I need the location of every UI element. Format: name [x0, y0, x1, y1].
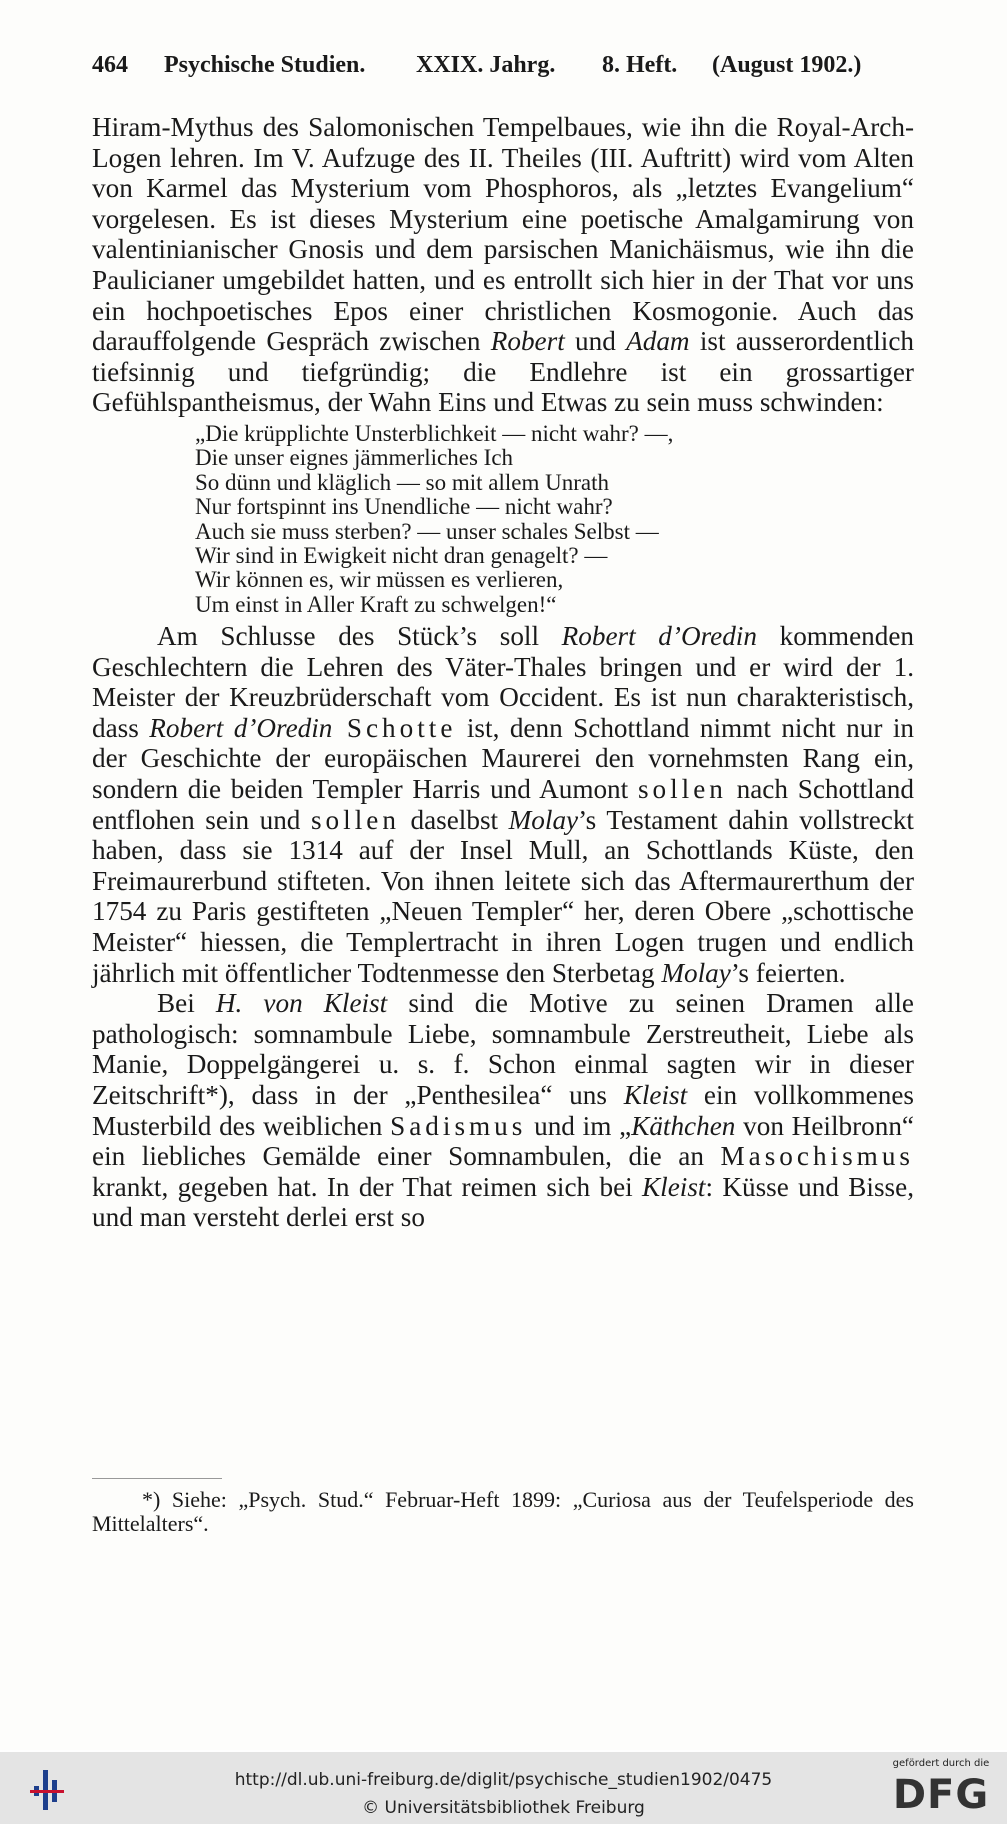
dfg-funding-label: gefördert durch die [892, 1758, 990, 1769]
verse-line: Um einst in Aller Kraft zu schwelgen!“ [195, 591, 557, 617]
issue-label: 8. Heft. [602, 52, 678, 78]
verse-line: Wir sind in Ewigkeit nicht dran genagelt? — [195, 542, 608, 568]
name-kleist: Kleist [623, 1079, 688, 1110]
running-header [92, 52, 914, 92]
emphasis-sollen: sollen [637, 774, 727, 805]
paragraph: Hiram-Mythus des Salomonischen Tempelbaues, wie ihn die Royal-Arch-Logen lehren. Im V. Aufzuge des II. Theiles (III. Auftritt) wird vom Alten von Karmel das Mysterium vom Phosphoros, als „letztes Evangelium“ vorgelesen. Es ist dieses Mysterium eine poetische Amalgamirung von valentinianischer Gnosis und dem parsischen Manichäismus, wie ihn die Paulicianer umgebildet hatten, und es entrollt sich hier in der That vor uns ein hochpoetisches Epos einer christlichen Kosmogonie. Auch das darauffolgende Gespräch zwischen Robert und Adam ist ausserordentlich tiefsinnig und tiefgründig; die Endlehre ist ein grossartiger Gefühlspantheismus, der Wahn Eins und Etwas zu sein muss schwinden: [92, 112, 915, 418]
name-kleist: H. von Kleist [215, 988, 388, 1019]
verse-line: Wir können es, wir müssen es verlieren, [195, 567, 564, 593]
journal-title: Psychische Studien. [164, 52, 366, 78]
name-robert-doredin: Robert d’Oredin [561, 621, 757, 652]
footnote-divider [92, 1478, 222, 1479]
paragraph: Am Schlusse des Stück’s soll Robert d’Oredin kommenden Geschlechtern die Lehren des Väter-Thales bringen und er wird der 1. Meister der Kreuzbrüderschaft vom Occident. Es ist nun charakteristisch, dass Robert d’Oredin Schotte ist, denn Schottland nimmt nicht nur in der Geschichte der europäischen Maurerei den vornehmsten Rang ein, sondern die beiden Templer Harris und Aumont sollen nach Schottland entflohen sein und sollen daselbst Molay’s Testament dahin vollstreckt haben, dass sie 1314 auf der Insel Mull, an Schottlands Küste, den Freimaurerbund stifteten. Von ihnen leitete sich das Aftermaurerthum der 1754 zu Paris gestifteten „Neuen Templer“ her, deren Obere „schottische Meister“ hiessen, die Templertracht in ihren Logen trugen und endlich jährlich mit öffentlicher Todtenmesse den Sterbetag Molay’s feierten. [92, 621, 914, 988]
dfg-logo [888, 1758, 994, 1820]
name-molay: Molay [508, 804, 579, 835]
page-number: 464 [92, 52, 128, 78]
emphasis-sollen: sollen [310, 804, 400, 835]
name-kleist: Kleist [642, 1171, 706, 1202]
paragraph: Bei H. von Kleist sind die Motive zu seinen Dramen alle pathologisch: somnambule Liebe, somnambule Zerstreutheit, Liebe als Manie, Doppelgängerei u. s. f. Schon einmal sagten wir in dieser Zeitschrift*), dass in der „Penthesilea“ uns Kleist ein vollkommenes Musterbild des weiblichen Sadismus und im „Käthchen von Heilbronn“ ein liebliches Gemälde einer Somnambulen, die an Masochismus krankt, gegeben hat. In der That reimen sich bei Kleist: Küsse und Bisse, und man versteht derlei erst so [92, 988, 914, 1233]
title-kaethchen: Käthchen [631, 1110, 736, 1141]
verse-line: So dünn und kläglich — so mit allem Unrath [195, 469, 609, 495]
viewer-footer [0, 1752, 1007, 1824]
name-adam: Adam [626, 326, 690, 357]
emphasis-masochismus: Masochismus [720, 1141, 914, 1172]
volume-label: XXIX. Jahrg. [416, 52, 556, 78]
permalink-url[interactable]: http://dl.ub.uni-freiburg.de/diglit/psychische_studien1902/0475 [234, 1770, 773, 1790]
issue-date: (August 1902.) [712, 52, 862, 78]
emphasis-sadismus: Sadismus [390, 1110, 527, 1141]
copyright-notice: © Universitätsbibliothek Freiburg [362, 1798, 645, 1818]
verse-line: „Die krüpplichte Unsterblichkeit — nicht wahr? —, [195, 420, 674, 446]
footnote: *) Siehe: „Psych. Stud.“ Februar-Heft 1899: „Curiosa aus der Teufelsperiode des Mittelalters“. [92, 1487, 914, 1536]
verse-line: Die unser eignes jämmerliches Ich [195, 445, 514, 471]
verse-line: Auch sie muss sterben? — unser schales Selbst — [195, 518, 659, 544]
dfg-logo-text: DFG [892, 1772, 990, 1818]
name-robert: Robert [490, 326, 565, 357]
verse-quote [195, 422, 914, 617]
name-robert-doredin: Robert d’Oredin [149, 712, 333, 743]
body-text [92, 112, 914, 1233]
name-molay: Molay [661, 957, 731, 988]
emphasis-schotte: Schotte [332, 712, 457, 743]
verse-line: Nur fortspinnt ins Unendliche — nicht wahr? [195, 494, 613, 520]
